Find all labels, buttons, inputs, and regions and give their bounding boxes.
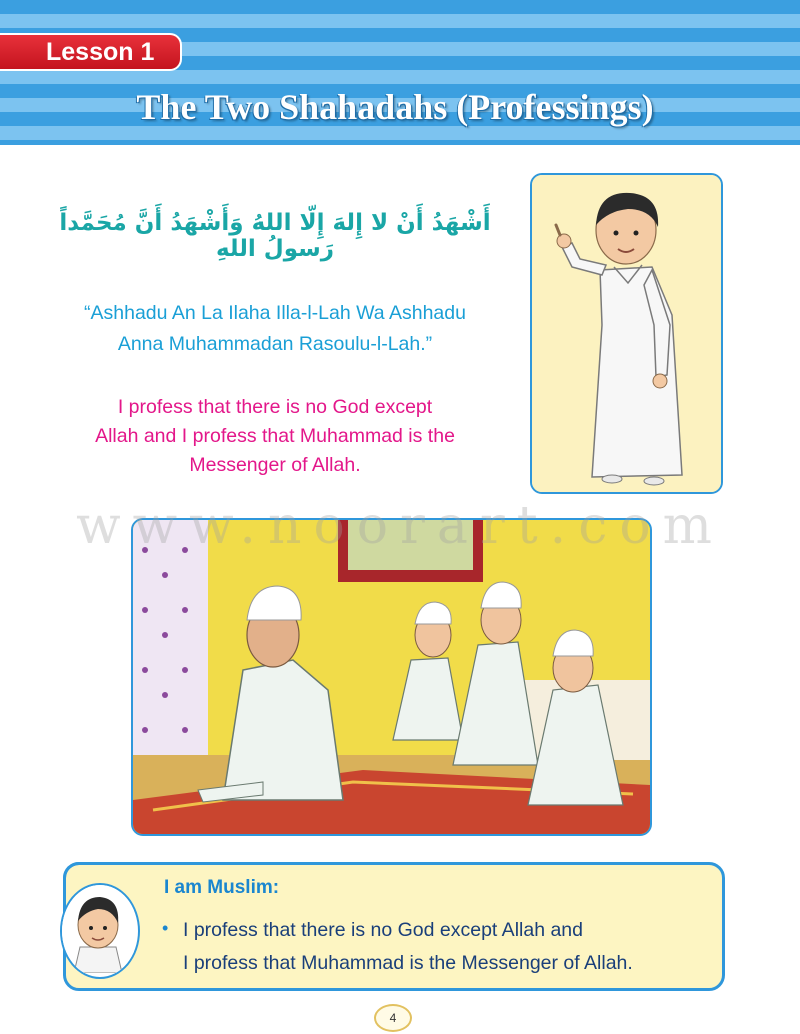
summary-text <box>183 914 723 980</box>
meaning-line-2: Allah and I profess that Muhammad is the <box>95 425 455 447</box>
lesson-label: Lesson 1 <box>46 37 155 66</box>
summary-line-1: I profess that there is no God except Allah and <box>183 919 583 941</box>
boy-avatar <box>60 883 140 979</box>
bullet-icon: • <box>162 918 169 938</box>
transliteration-line-2: Anna Muhammadan Rasoulu-l-Lah.” <box>117 333 433 355</box>
shahadah-transliteration <box>40 298 510 360</box>
page-number: 4 <box>374 1004 412 1032</box>
shahadah-meaning <box>40 393 510 480</box>
page-title: The Two Shahadahs (Professings) <box>136 87 654 127</box>
summary-line-2: I profess that Muhammad is the Messenger of Allah. <box>183 952 633 974</box>
shahadah-arabic: أَشْهَدُ أَنْ لا إِلهَ إِلّا اللهُ وَأَشْهَدُ أَنَّ مُحَمَّداً رَسولُ اللهِ <box>59 210 491 262</box>
transliteration-line-1: “Ashhadu An La Ilaha Illa-l-Lah Wa Ashhadu <box>84 302 466 324</box>
prayer-illustration <box>131 518 652 836</box>
meaning-line-1: I profess that there is no God except <box>117 396 433 418</box>
summary-heading: I am Muslim: <box>164 877 280 898</box>
meaning-line-3: Messenger of Allah. <box>189 454 361 476</box>
lesson-tab <box>0 33 182 71</box>
watermark: www.noorart.com <box>76 496 724 556</box>
boy-illustration <box>530 173 723 494</box>
